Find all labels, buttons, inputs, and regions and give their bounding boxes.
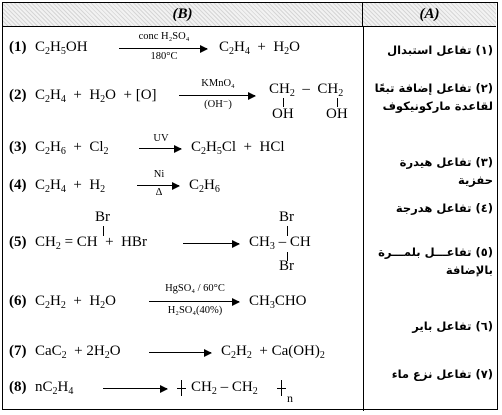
matching-table [2, 2, 498, 410]
products: $C_2H_2 + Ca(OH)_2$ [221, 343, 325, 361]
monomer: $nC_2H_4$ [35, 379, 74, 397]
reaction-number: (4) [9, 177, 27, 193]
reaction-number: (2) [9, 87, 27, 103]
reaction-arrow [183, 243, 239, 244]
hydroxyl-group: OH [272, 106, 294, 122]
reaction-number: (6) [9, 293, 27, 309]
reaction-8 [3, 369, 363, 409]
polymer-subscript-n: n [287, 391, 293, 405]
polymer-repeat-unit: $CH_2 - CH_2$ [191, 379, 258, 397]
column-a-item-2: (٢) تفاعل إضافة تبعًا لقاعدة ماركونيكوف [374, 81, 493, 113]
reaction-arrow [149, 301, 239, 302]
products: $C_2H_5Cl$ + HCl [191, 139, 285, 157]
reactants: $C_2H_4 + H_2$ [35, 177, 106, 195]
product: $C_2H_6$ [189, 177, 220, 195]
reaction-number: (3) [9, 139, 27, 155]
reaction-arrow [139, 148, 181, 149]
reactants: $C_2H_4 + H_2O + [O]$ [35, 87, 157, 105]
condition-top: HgSO₄ / 60°C [165, 283, 225, 294]
reactants: $CH_2$ = CH + HBr [35, 234, 147, 252]
product: $CH_3$ – CH [249, 234, 311, 252]
column-a-item-3: (٣) تفاعل هيدرة حفزية [399, 155, 493, 187]
column-a-item-6: (٦) تفاعل باير [412, 319, 493, 333]
condition-bottom: H₂SO₄(40%) [167, 305, 223, 316]
condition-bottom: 180°C [150, 51, 178, 62]
product: $CH_3CHO$ [249, 293, 307, 311]
bromine-label: Br [95, 209, 110, 225]
column-a-item-5: (٥) تفاعـــل بلمـــرة بالإضافة [378, 245, 493, 277]
condition-bottom: (OH⁻) [204, 99, 232, 110]
reactants: $CaC_2 + 2H_2O$ [35, 343, 121, 361]
condition-top: UV [153, 133, 169, 144]
bromine-label: Br [279, 209, 294, 225]
reaction-3 [3, 131, 363, 171]
reactants: $C_2H_6 + Cl_2$ [35, 139, 109, 157]
products: $C_2H_4 + H_2O$ [219, 39, 300, 57]
condition-bottom: Δ [155, 187, 163, 198]
column-a-item-4: (٤) تفاعل هدرجة [395, 201, 493, 215]
reaction-number: (7) [9, 343, 27, 359]
reaction-number: (1) [9, 39, 27, 55]
condition-top: Ni [153, 169, 165, 180]
reaction-arrow [149, 352, 211, 353]
reaction-5 [3, 207, 363, 273]
condition-top: conc H₂SO₄ [138, 31, 190, 42]
reaction-1 [3, 29, 363, 69]
reaction-6 [3, 281, 363, 321]
reactants: $C_2H_2 + H_2O$ [35, 293, 116, 311]
polymer-bracket-right-tick [277, 388, 286, 389]
reaction-4 [3, 169, 363, 209]
product-backbone: $CH_2 - CH_2$ [269, 81, 344, 99]
reaction-2 [3, 75, 363, 127]
reaction-arrow [179, 95, 255, 96]
column-a-item-1: (١) تفاعل استبدال [387, 43, 493, 57]
column-b-header: (B) [3, 3, 363, 27]
reaction-arrow [103, 388, 167, 389]
reactant: $C_2H_5OH$ [35, 39, 88, 57]
reaction-arrow [137, 185, 179, 186]
reaction-number: (5) [9, 234, 27, 250]
column-divider [363, 27, 364, 411]
column-a-header: (A) [363, 3, 496, 27]
polymer-bracket-left-tick [177, 388, 186, 389]
hydroxyl-group: OH [326, 106, 348, 122]
bromine-label: Br [279, 258, 294, 274]
reaction-number: (8) [9, 379, 27, 395]
condition-top: KMnO₄ [201, 78, 235, 89]
column-a-item-7: (٧) تفاعل نزع ماء [391, 367, 493, 381]
reaction-arrow [119, 48, 207, 49]
